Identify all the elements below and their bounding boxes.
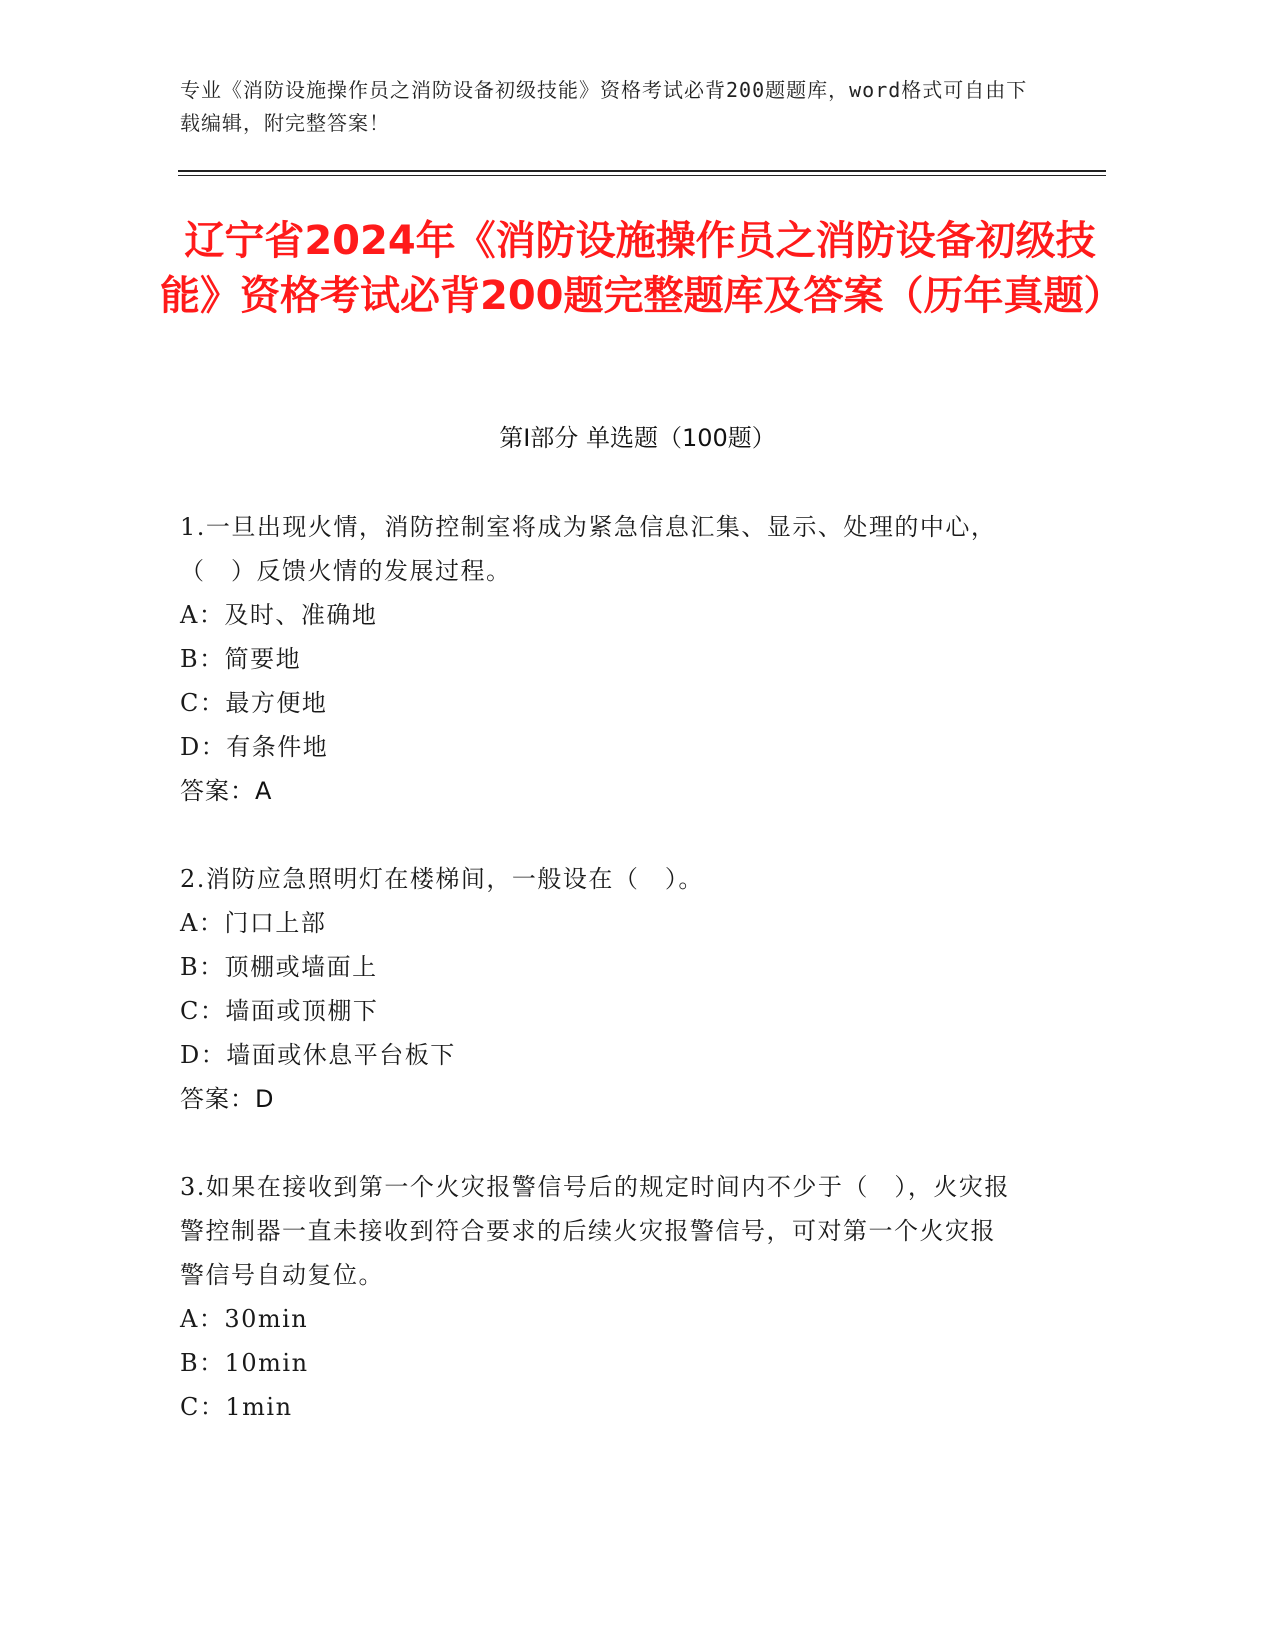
header-divider-thick bbox=[178, 170, 1106, 172]
answer-text: 答案：D bbox=[180, 1085, 275, 1113]
option-c: C：墙面或顶棚下 bbox=[180, 997, 379, 1025]
option-a: A：30min bbox=[180, 1305, 309, 1333]
option-d: D：墙面或休息平台板下 bbox=[180, 1041, 456, 1069]
section-title: 第I部分 单选题（100题） bbox=[499, 424, 776, 452]
option-d: D：有条件地 bbox=[180, 733, 329, 761]
option-c: C：最方便地 bbox=[180, 689, 328, 717]
option-b: B：10min bbox=[180, 1349, 309, 1377]
question-2 bbox=[180, 857, 1020, 1121]
option-a: A：及时、准确地 bbox=[180, 601, 378, 629]
header-note: 专业《消防设施操作员之消防设备初级技能》资格考试必背200题题库，word格式可自由下载编辑，附完整答案！ bbox=[180, 78, 1028, 135]
question-list bbox=[180, 505, 1020, 1473]
option-b: B：顶棚或墙面上 bbox=[180, 953, 378, 981]
question-stem: 3.如果在接收到第一个火灾报警信号后的规定时间内不少于（ ），火灾报警控制器一直未接收到符合要求的后续火灾报警信号，可对第一个火灾报警信号自动复位。 bbox=[180, 1173, 1010, 1289]
answer-text: 答案：A bbox=[180, 777, 273, 805]
option-b: B：简要地 bbox=[180, 645, 302, 673]
header-divider-thin bbox=[178, 175, 1106, 176]
question-1 bbox=[180, 505, 1020, 813]
question-stem: 2.消防应急照明灯在楼梯间，一般设在（ ）。 bbox=[180, 865, 704, 893]
option-c: C：1min bbox=[180, 1393, 293, 1421]
option-a: A：门口上部 bbox=[180, 909, 327, 937]
document-title: 辽宁省2024年《消防设施操作员之消防设备初级技能》资格考试必背200题完整题库及答案（历年真题） bbox=[160, 218, 1124, 319]
question-3 bbox=[180, 1165, 1020, 1429]
question-stem: 1.一旦出现火情，消防控制室将成为紧急信息汇集、显示、处理的中心，（ ）反馈火情的发展过程。 bbox=[180, 513, 997, 585]
